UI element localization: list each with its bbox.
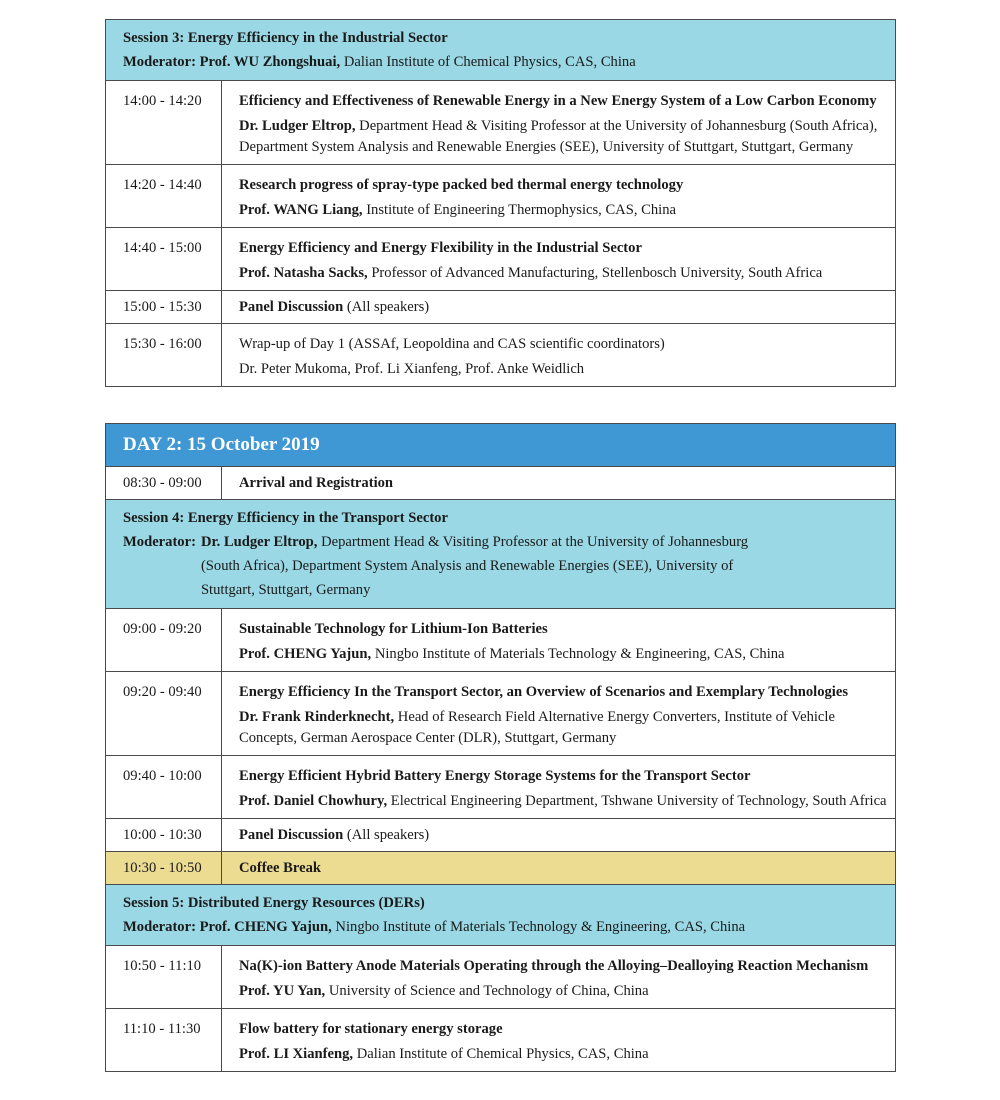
schedule-row-panel: [106, 290, 895, 323]
speaker-affiliation: Dalian Institute of Chemical Physics, CAS, China: [356, 1046, 649, 1062]
day1-session3-table: [105, 19, 896, 387]
schedule-row-arrival: [106, 466, 895, 499]
talk-title: Flow battery for stationary energy storage: [239, 1021, 503, 1037]
talk-details: [222, 165, 895, 227]
panel-note: (All speakers): [346, 827, 430, 843]
speaker-name: Prof. YU Yan,: [239, 983, 326, 999]
time-slot: 09:00 - 09:20: [106, 609, 222, 671]
moderator-name: Prof. CHENG Yajun,: [199, 919, 332, 935]
time-slot: 15:00 - 15:30: [106, 291, 222, 323]
coffee-break-title: Coffee Break: [239, 860, 321, 876]
wrapup-details: [222, 324, 895, 386]
panel-note: (All speakers): [346, 299, 430, 315]
moderator-name: Dr. Ludger Eltrop,: [200, 534, 318, 550]
time-slot: 11:10 - 11:30: [106, 1009, 222, 1071]
wrapup-people: Dr. Peter Mukoma, Prof. Li Xianfeng, Prof. Anke Weidlich: [239, 361, 585, 377]
speaker-name: Prof. CHENG Yajun,: [239, 646, 372, 662]
moderator-label: Moderator:: [123, 919, 196, 935]
moderator-affiliation: Department Head & Visiting Professor at the University of Johannesburg (South Africa), Department System Analysis and Renewable Energies (SEE), University of Stuttgart, Stuttgart, Germany: [200, 534, 749, 598]
talk-details: [222, 756, 895, 818]
panel-title: Panel Discussion: [239, 299, 344, 315]
time-slot: 10:30 - 10:50: [106, 852, 222, 884]
schedule-row: [106, 227, 895, 290]
session-moderator: [123, 50, 887, 74]
time-slot: 09:20 - 09:40: [106, 672, 222, 755]
schedule-row: [106, 755, 895, 818]
talk-title: Energy Efficient Hybrid Battery Energy Storage Systems for the Transport Sector: [239, 768, 751, 784]
time-slot: 08:30 - 09:00: [106, 467, 222, 499]
moderator-label: Moderator:: [123, 534, 196, 550]
time-slot: 09:40 - 10:00: [106, 756, 222, 818]
talk-title: Sustainable Technology for Lithium-Ion Batteries: [239, 621, 548, 637]
time-slot: 14:00 - 14:20: [106, 81, 222, 164]
speaker-info: [239, 263, 887, 284]
talk-details: [222, 228, 895, 290]
session-moderator: [123, 915, 887, 939]
speaker-affiliation: Institute of Engineering Thermophysics, CAS, China: [366, 202, 676, 218]
schedule-row-wrapup: [106, 323, 895, 386]
session-title: Session 3: Energy Efficiency in the Industrial Sector: [123, 30, 448, 46]
time-slot: 14:20 - 14:40: [106, 165, 222, 227]
speaker-name: Prof. Natasha Sacks,: [239, 265, 368, 281]
schedule-row-coffee-break: [106, 851, 895, 884]
day2-table: [105, 423, 896, 1072]
time-slot: 14:40 - 15:00: [106, 228, 222, 290]
moderator-details: [196, 530, 776, 602]
speaker-info: [239, 981, 887, 1002]
session-5-header: [106, 885, 895, 945]
speaker-affiliation: University of Science and Technology of China, China: [328, 983, 649, 999]
speaker-name: Dr. Frank Rinderknecht,: [239, 709, 395, 725]
speaker-info: [239, 791, 887, 812]
talk-details: [222, 609, 895, 671]
schedule-row: [106, 608, 895, 671]
time-slot: 10:00 - 10:30: [106, 819, 222, 851]
speaker-affiliation: Head of Research Field Alternative Energy Converters, Institute of Vehicle Concepts, German Aerospace Center (DLR), Stuttgart, Germany: [239, 709, 835, 746]
talk-title: Energy Efficiency and Energy Flexibility in the Industrial Sector: [239, 240, 642, 256]
speaker-affiliation: Electrical Engineering Department, Tshwane University of Technology, South Africa: [390, 793, 887, 809]
wrapup-title: Wrap-up of Day 1 (ASSAf, Leopoldina and CAS scientific coordinators): [239, 336, 665, 352]
schedule-row: [106, 164, 895, 227]
schedule-row: [106, 671, 895, 755]
talk-title: Research progress of spray-type packed bed thermal energy technology: [239, 177, 684, 193]
talk-details: [222, 1009, 895, 1071]
speaker-info: [239, 200, 887, 221]
session-moderator: [123, 530, 887, 602]
speaker-name: Prof. Daniel Chowhury,: [239, 793, 388, 809]
moderator-affiliation: Ningbo Institute of Materials Technology & Engineering, CAS, China: [335, 919, 746, 935]
session-4-header: [106, 500, 895, 608]
panel-details: [222, 291, 895, 323]
speaker-info: [239, 1044, 887, 1065]
schedule-row: [106, 1008, 895, 1071]
session-title: Session 5: Distributed Energy Resources (DERs): [123, 895, 425, 911]
time-slot: 10:50 - 11:10: [106, 946, 222, 1008]
speaker-info: [239, 644, 887, 665]
schedule-row: [106, 945, 895, 1008]
schedule-row: [106, 80, 895, 164]
speaker-name: Prof. WANG Liang,: [239, 202, 363, 218]
panel-title: Panel Discussion: [239, 827, 344, 843]
speaker-affiliation: Professor of Advanced Manufacturing, Stellenbosch University, South Africa: [371, 265, 823, 281]
session-4-row: [106, 499, 895, 608]
speaker-name: Prof. LI Xianfeng,: [239, 1046, 354, 1062]
time-slot: 15:30 - 16:00: [106, 324, 222, 386]
panel-details: [222, 819, 895, 851]
day-header: DAY 2: 15 October 2019: [106, 424, 895, 466]
talk-title: Energy Efficiency In the Transport Sector, an Overview of Scenarios and Exemplary Technologies: [239, 684, 849, 700]
speaker-affiliation: Ningbo Institute of Materials Technology & Engineering, CAS, China: [374, 646, 785, 662]
session-5-row: [106, 884, 895, 945]
moderator-affiliation: Dalian Institute of Chemical Physics, CAS, China: [343, 54, 636, 70]
moderator-label: Moderator:: [123, 54, 196, 70]
speaker-name: Dr. Ludger Eltrop,: [239, 118, 356, 134]
speaker-info: [239, 707, 887, 749]
talk-details: [222, 946, 895, 1008]
talk-details: [222, 672, 895, 755]
talk-details: [222, 81, 895, 164]
speaker-affiliation: Department Head & Visiting Professor at the University of Johannesburg (South Africa), Department System Analysis and Renewable Energies (SEE), University of Stuttgart, Stuttgart, Germany: [239, 118, 878, 155]
talk-title: Na(K)-ion Battery Anode Materials Operating through the Alloying–Dealloying Reaction Mechanism: [239, 958, 869, 974]
moderator-name: Prof. WU Zhongshuai,: [199, 54, 341, 70]
arrival-title: Arrival and Registration: [239, 475, 394, 491]
speaker-info: [239, 116, 887, 158]
session-3-header: [106, 20, 895, 80]
schedule-row-panel: [106, 818, 895, 851]
session-title: Session 4: Energy Efficiency in the Transport Sector: [123, 510, 448, 526]
talk-title: Efficiency and Effectiveness of Renewable Energy in a New Energy System of a Low Carbon Economy: [239, 93, 877, 109]
